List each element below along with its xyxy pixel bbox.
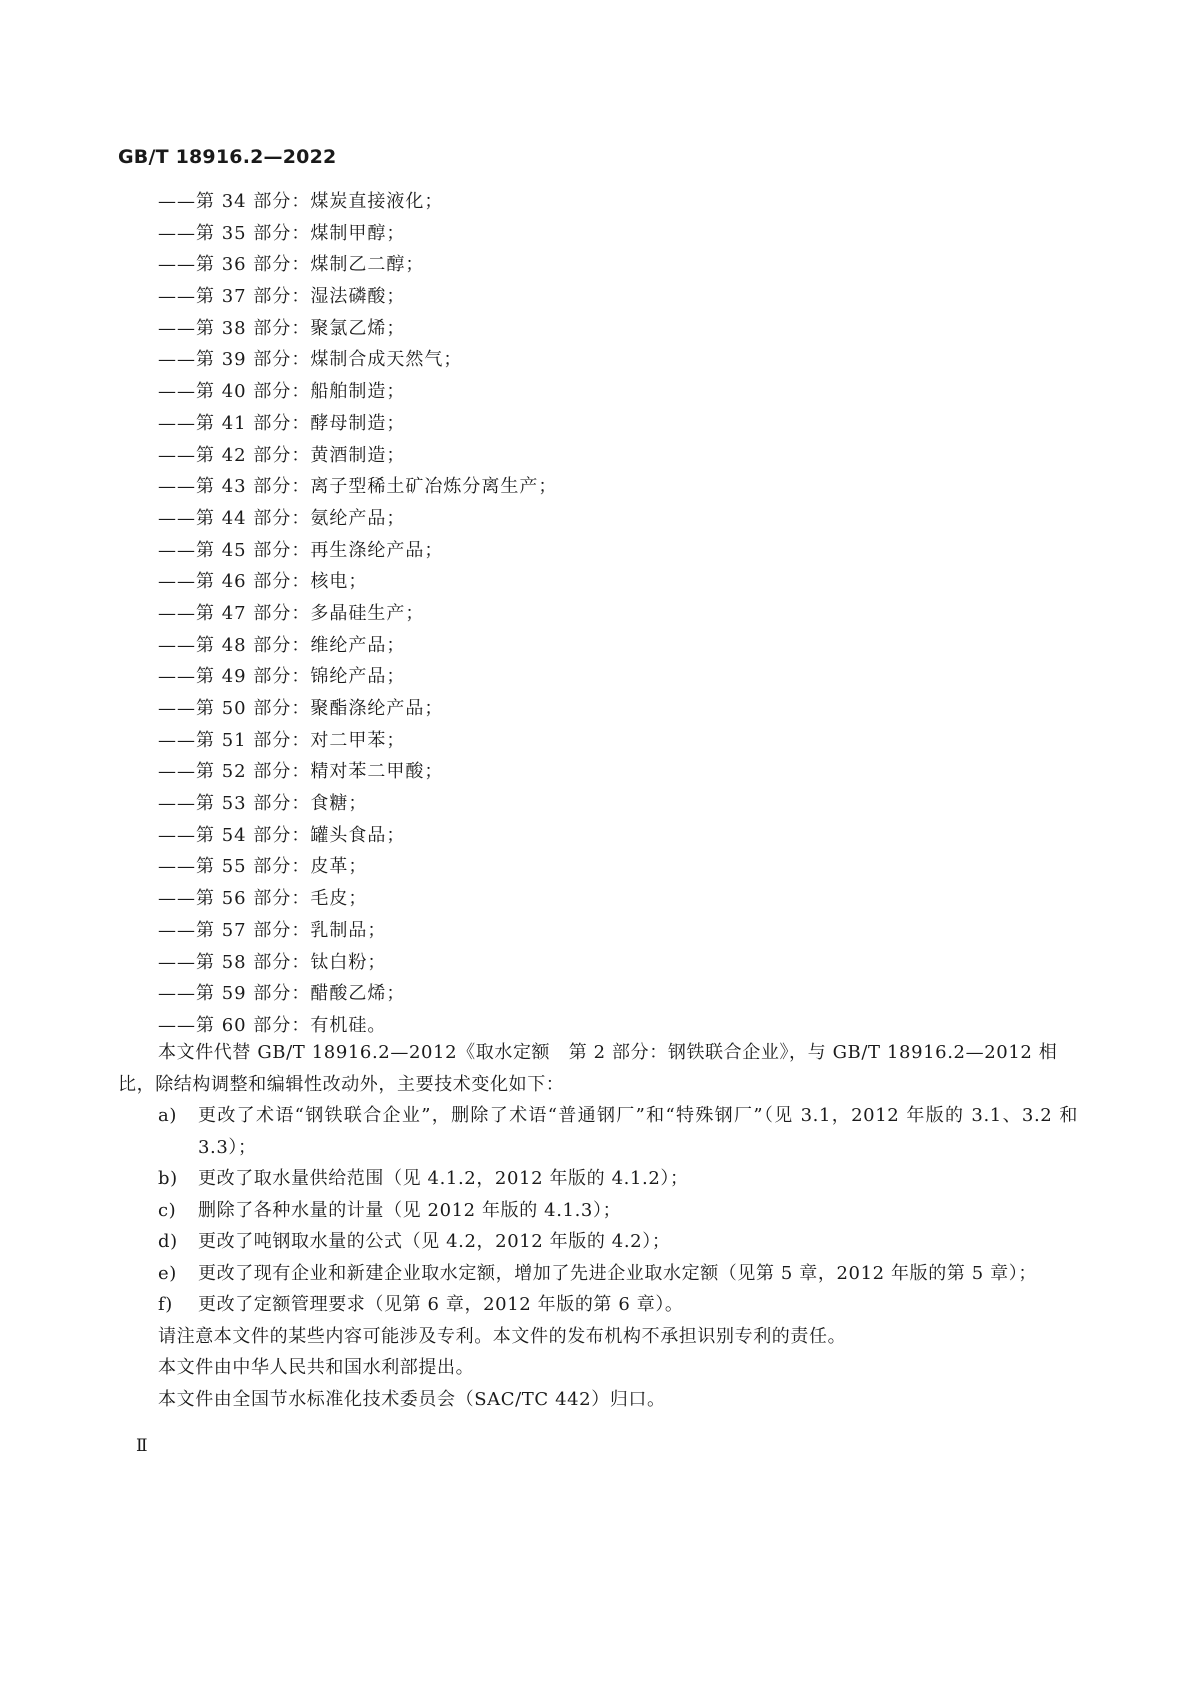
part-item: ——第 59 部分：醋酸乙烯；	[158, 983, 406, 1005]
part-item: ——第 52 部分：精对苯二甲酸；	[158, 761, 444, 783]
change-text: 更改了定额管理要求（见第 6 章，2012 年版的第 6 章）。	[198, 1294, 684, 1315]
part-item: ——第 48 部分：维纶产品；	[158, 634, 406, 656]
part-item: ——第 34 部分：煤炭直接液化；	[158, 191, 444, 212]
part-item: ——第 36 部分：煤制乙二醇；	[158, 254, 425, 276]
replacement-statement: 本文件代替 GB/T 18916.2—2012《取水定额 第 2 部分：钢铁联合企业》，与 GB/T 18916.2—2012 相比，除结构调整和编辑性改动外，主要技术变化如下：	[118, 1042, 1058, 1095]
administrator-notice: 本文件由全国节水标准化技术委员会（SAC/TC 442）归口。	[158, 1388, 666, 1410]
part-item: ——第 46 部分：核电；	[158, 571, 368, 593]
part-item: ——第 55 部分：皮革；	[158, 856, 368, 878]
part-item: ——第 54 部分：罐头食品；	[158, 824, 406, 846]
part-item: ——第 58 部分：钛白粉；	[158, 951, 387, 973]
part-item: ——第 42 部分：黄酒制造；	[158, 444, 406, 466]
part-item: ——第 51 部分：对二甲苯；	[158, 729, 406, 751]
change-text: 更改了现有企业和新建企业取水定额，增加了先进企业取水定额（见第 5 章，2012 年版的第 5 章）；	[198, 1262, 1037, 1284]
change-item	[118, 1163, 1078, 1195]
part-item: ——第 38 部分：聚氯乙烯；	[158, 317, 406, 339]
part-item: ——第 50 部分：聚酯涤纶产品；	[158, 698, 444, 719]
change-marker: d)	[158, 1231, 178, 1252]
part-item: ——第 37 部分：湿法磷酸；	[158, 286, 406, 308]
change-marker: c)	[158, 1199, 177, 1221]
change-marker: e)	[158, 1262, 177, 1284]
change-marker: b)	[158, 1168, 178, 1189]
change-text: 更改了取水量供给范围（见 4.1.2，2012 年版的 4.1.2）；	[198, 1168, 689, 1189]
change-item	[118, 1289, 1078, 1321]
part-item: ——第 44 部分：氨纶产品；	[158, 507, 406, 529]
change-item	[118, 1100, 1078, 1163]
part-item: ——第 43 部分：离子型稀土矿冶炼分离生产；	[158, 476, 558, 498]
change-item	[118, 1226, 1078, 1258]
part-item: ——第 47 部分：多晶硅生产；	[158, 602, 425, 624]
change-marker: a)	[158, 1105, 177, 1126]
part-item: ——第 53 部分：食糖；	[158, 793, 368, 815]
part-item: ——第 56 部分：毛皮；	[158, 888, 368, 910]
part-item: ——第 40 部分：船舶制造；	[158, 381, 406, 403]
changes-list	[118, 1100, 1078, 1321]
page-number: Ⅱ	[136, 1436, 148, 1456]
change-text: 更改了术语“钢铁联合企业”，删除了术语“普通钢厂”和“特殊钢厂”（见 3.1，2012 年版的 3.1、3.2 和 3.3）；	[198, 1105, 1078, 1158]
part-item: ——第 39 部分：煤制合成天然气；	[158, 349, 463, 371]
part-item: ——第 41 部分：酵母制造；	[158, 412, 406, 434]
change-item	[118, 1195, 1078, 1227]
body-text	[118, 1037, 1078, 1415]
change-marker: f)	[158, 1294, 173, 1315]
part-item: ——第 45 部分：再生涤纶产品；	[158, 539, 444, 561]
parts-list	[158, 186, 557, 1042]
change-text: 更改了吨钢取水量的公式（见 4.2，2012 年版的 4.2）；	[198, 1231, 671, 1252]
part-item: ——第 49 部分：锦纶产品；	[158, 666, 406, 688]
proposer-notice: 本文件由中华人民共和国水利部提出。	[158, 1357, 475, 1378]
patent-notice: 请注意本文件的某些内容可能涉及专利。本文件的发布机构不承担识别专利的责任。	[158, 1325, 847, 1347]
part-item: ——第 57 部分：乳制品；	[158, 919, 387, 941]
part-item: ——第 35 部分：煤制甲醇；	[158, 222, 406, 244]
change-item	[118, 1258, 1078, 1290]
part-item: ——第 60 部分：有机硅。	[158, 1014, 387, 1036]
change-text: 删除了各种水量的计量（见 2012 年版的 4.1.3）；	[198, 1199, 622, 1221]
standard-number: GB/T 18916.2—2022	[118, 146, 337, 168]
